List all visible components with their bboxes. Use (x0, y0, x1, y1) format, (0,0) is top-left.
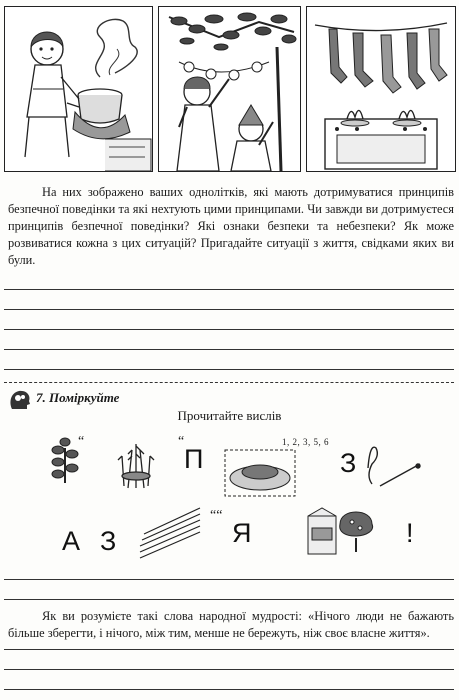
proverb-question-paragraph: Як ви розумієте такі слова народної мудрості: «Нічого люди не бажають більше зберегти, і нічого, між тим, менше не бережуть, ніж своє власне життя». (8, 609, 454, 640)
rebus-numbers: 1, 2, 3, 5, 6 (282, 437, 329, 447)
answer-lines-1[interactable] (4, 270, 454, 370)
answer-lines-2[interactable] (4, 560, 454, 600)
rebus-letter-ya: Я (232, 518, 252, 548)
rebus-quote-1: “ (78, 434, 85, 449)
rebus-letter-z1: З (340, 448, 357, 478)
answer-line[interactable] (4, 290, 454, 310)
answer-lines-3[interactable] (4, 630, 454, 690)
section-title: 7. Поміркуйте (36, 390, 120, 405)
answer-line[interactable] (4, 560, 454, 580)
rebus-letter-z2: З (100, 526, 117, 556)
illustration-boys-tree (158, 6, 301, 172)
tree-icon (340, 512, 373, 552)
fishing-rod-icon (368, 447, 420, 486)
illustration-strip (0, 0, 459, 175)
section-divider (4, 382, 454, 383)
music-staff-icon (140, 508, 200, 558)
rebus-puzzle (40, 428, 440, 563)
clothes-drying-over-stove-drawing (307, 7, 455, 171)
girl-with-steaming-pot-drawing (5, 7, 152, 171)
illustration-clothes-over-stove (306, 6, 456, 172)
illustration-girl-cooking (4, 6, 153, 172)
rebus-quote-3: ““ (210, 508, 223, 523)
dish-icon (225, 450, 295, 496)
answer-line[interactable] (4, 670, 454, 690)
rebus-letter-a: А (62, 526, 81, 556)
discussion-paragraph: На них зображено ваших однолітків, які мають дотримуватися принципів безпечної поведінки та які нехтують цими принципами. Чи завжди ви дотримуєтеся принципів безпечної поведінки? Які ознаки безпеки та небезпеки? Як може розвиватися кожна з цих ситуацій? Пригадайте ситуації з життя, свідками яких ви були. (8, 185, 454, 267)
rebus-letter-p: П (184, 444, 204, 474)
rebus-quote-2: “ (178, 434, 185, 449)
boys-with-tree-and-lamps-drawing (159, 7, 300, 171)
rebus-exclamation: ! (406, 518, 414, 548)
milk-carton-icon (308, 508, 336, 554)
answer-line[interactable] (4, 330, 454, 350)
answer-line[interactable] (4, 580, 454, 600)
section-instruction: Прочитайте вислів (177, 408, 282, 423)
answer-line[interactable] (4, 310, 454, 330)
answer-line[interactable] (4, 650, 454, 670)
answer-line[interactable] (4, 350, 454, 370)
branch-icon (52, 438, 78, 483)
answer-line[interactable] (4, 630, 454, 650)
wheat-icon (118, 444, 154, 488)
answer-line[interactable] (4, 270, 454, 290)
